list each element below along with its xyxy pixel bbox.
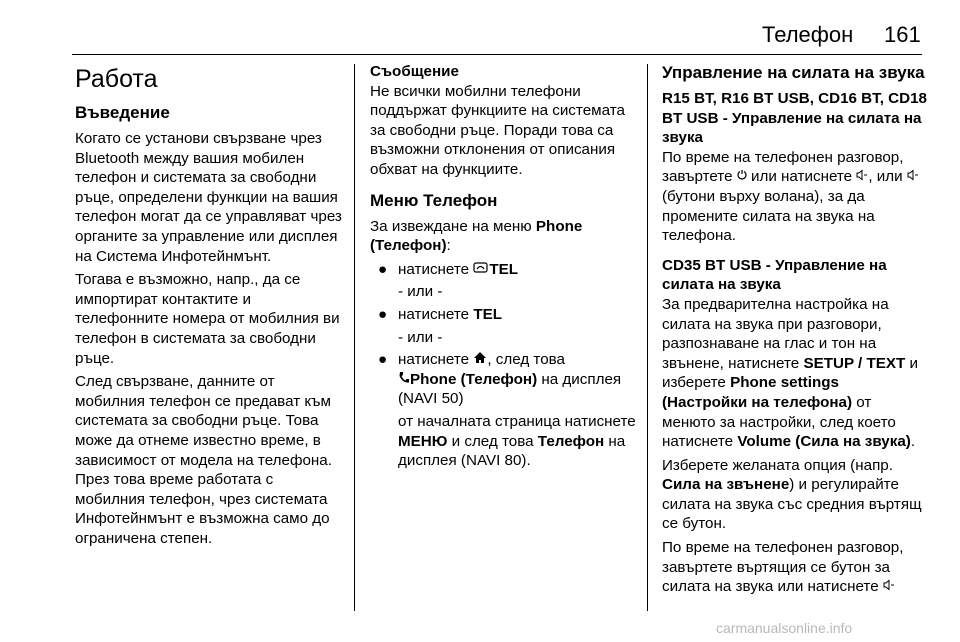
- paragraph: Изберете желаната опция (напр. Сила на звънене) и регулирайте силата на звука със средния въртящ се бутон.: [662, 456, 922, 533]
- section-heading: Работа: [75, 65, 158, 93]
- column-divider-2: [647, 64, 648, 611]
- page-number: 161: [884, 22, 921, 47]
- volume-button-icon: [883, 577, 895, 597]
- paragraph: По време на телефонен разговор, завъртете или натиснете , или (бутони върху волана), за да промените силата на звука на телефона.: [662, 148, 928, 246]
- or-separator: - или -: [398, 328, 443, 346]
- column-3: [662, 62, 928, 601]
- paragraph: За предварителна настройка на силата на звука при разговори, разпознаване на глас и тон на звънене, натиснете SETUP / TEXT и изберете Phone settings (Настройки на телефона) от менюто за настройки, след което натиснете Volume (Сила на звука).: [662, 295, 919, 451]
- subsection-title: CD35 BT USB - Управление на силата на звука: [662, 256, 887, 294]
- list-item: ● натиснете TEL: [378, 305, 503, 323]
- list-item: ● натиснете , след това Phone (Телефон) на дисплея (NAVI 50): [378, 351, 622, 408]
- volume-button-icon: [907, 167, 919, 187]
- list-item-detail: от началната страница натиснете МЕНЮ и след това Телефон на дисплея (NAVI 80).: [398, 412, 636, 470]
- bullet: ●: [378, 260, 388, 278]
- column-2: [370, 62, 638, 474]
- volume-knob-icon: [737, 167, 747, 187]
- paragraph: Когато се установи свързване чрез Bluetooth между вашия мобилен телефон и системата за свободни ръце, определени функции на вашия телефон могат да се управляват чрез органите за управление или дисплея на Система Инфотейнмънт.: [75, 130, 342, 265]
- handset-icon: [398, 370, 410, 390]
- subsection-heading: Въведение: [75, 103, 170, 122]
- subsection-heading: Управление на силата на звука: [662, 63, 925, 82]
- subsection-title: R15 BT, R16 BT USB, CD16 BT, CD18 BT USB - Управление на силата на звука: [662, 90, 928, 147]
- note-title: Съобщение: [370, 63, 459, 80]
- paragraph: За извеждане на меню Phone (Телефон):: [370, 217, 583, 255]
- volume-button-icon: [856, 167, 868, 187]
- paragraph: Тогава е възможно, напр., да се импортират контактите и телефонните номера от мобилния ви телефон в системата за свободни ръце.: [75, 271, 340, 367]
- note-text: Не всички мобилни телефони поддържат функциите на системата за свободни ръце. Поради това са възможни отклонения от описания обхват на функциите.: [370, 82, 625, 178]
- page-header-title: Телефон: [762, 22, 854, 47]
- list-item: ● натиснете TEL: [378, 260, 519, 278]
- subsection-heading: Меню Телефон: [370, 190, 498, 210]
- header-rule: [72, 54, 922, 55]
- column-divider-1: [354, 64, 355, 611]
- bullet: ●: [378, 305, 388, 323]
- home-icon: [473, 350, 487, 370]
- paragraph: По време на телефонен разговор, завъртете въртящия се бутон за силата на звука или натиснете: [662, 539, 904, 596]
- column-1: [75, 62, 347, 552]
- bullet: ●: [378, 351, 388, 369]
- watermark: carmanualsonline.info: [716, 620, 853, 636]
- paragraph: След свързване, данните от мобилния телефон се предават към системата за свободни ръце. Това може да отнеме известно време, в зависимост от модела на телефона. През това време работата с мобилния телефон, чрез системата Инфотейнмънт е възможна само до ограничена степен.: [75, 373, 332, 547]
- phone-tel-icon: [473, 260, 489, 280]
- or-separator: - или -: [398, 283, 443, 301]
